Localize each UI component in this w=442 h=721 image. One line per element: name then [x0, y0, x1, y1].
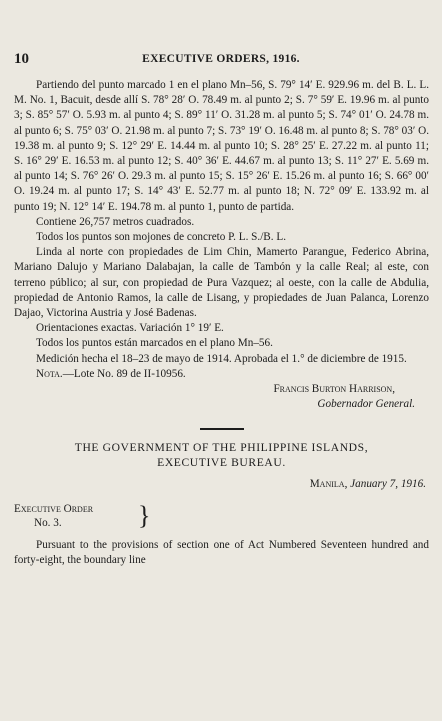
dateline-city: Manila, [309, 478, 348, 491]
dateline-date: January 7, 1916. [350, 478, 426, 491]
signature-title: Gobernador General. [317, 398, 415, 411]
nota-line [14, 367, 429, 382]
page-header [14, 51, 428, 69]
nota-text: —Lote No. 89 de II-10956. [62, 367, 186, 380]
page-body [14, 78, 429, 568]
plan-statement: Todos los puntos están marcados en el plano Mn–56. [36, 337, 273, 350]
boundary-description: Partiendo del punto marcado 1 en el plano Mn–56, S. 79° 14′ E. 929.96 m. del B. L. L. M. No. 1, Bacuit, desde allí S. 78° 28′ O. 78.49 m. al punto 2; S. 7° 59′ E. 19.96 m. al punto 3; S. 85° 57′ O. 5.93 m. al punto 4; S. 89° 11′ O. 31.28 m. al punto 5; S. 74° 01′ O. 24.78 m. al punto 6; S. 75° 03′ O. 21.98 m. al punto 7; S. 73° 19′ O. 16.48 m. al punto 8; S. 78° 03′ O. 19.38 m. al punto 9; S. 12° 29′ E. 14.44 m. al punto 10; S. 28° 25′ E. 27.22 m. al punto 11; S. 16° 29′ E. 16.53 m. al punto 12; S. 40° 36′ E. 44.67 m. al punto 13; S. 11° 27′ E. 5.69 m. al punto 14; S. 76° 26′ O. 29.3 m. al punto 15; S. 15° 26′ E. 15.26 m. al punto 16; S. 66° 00′ O. 19.24 m. al punto 17; S. 14° 43′ E. 52.77 m. al punto 18; N. 72° 09′ E. 133.92 m. al punto 19; N. 12° 14′ E. 194.78 m. al punto 1, punto de partida. [14, 79, 429, 213]
survey-statement: Medición hecha el 18–23 de mayo de 1914. Aprobada el 1.° de diciembre de 1915. [36, 352, 407, 365]
brace-icon: } [138, 500, 151, 530]
dateline [14, 477, 429, 492]
nota-label: Nota. [36, 367, 63, 380]
monuments-statement: Todos los puntos son mojones de concreto P. L. S./B. L. [36, 231, 286, 244]
page-number: 10 [14, 51, 29, 67]
order-designation [14, 502, 429, 534]
order-opening-text: Pursuant to the provisions of section one of Act Numbered Seventeen hundred and forty-eight, the boundary line [14, 538, 429, 566]
area-statement: Contiene 26,757 metros cuadrados. [36, 215, 195, 228]
order-number: No. 3. [34, 516, 62, 529]
running-head: EXECUTIVE ORDERS, 1916. [142, 53, 300, 65]
bearings-statement: Orientaciones exactas. Variación 1° 19′ E. [36, 322, 224, 335]
adjoining-properties: Linda al norte con propiedades de Lim Chin, Mamerto Parangue, Federico Abrina, Mariano Dalujo y Mariano Dalabajan, la calle de Tambón y la calle Real; al este, con terreno público; al sur, con propiedad de Pura Vazquez; al oeste, con la calle de Abdulia, propiedad de Antonio Ramos, la calle de Lisang, y propiedades de Juan Palanca, Lorenzo Dajao, Victorina Austria y José Badenas. [14, 246, 429, 320]
signature-name: Francis Burton Harrison, [273, 383, 395, 396]
bureau-heading: EXECUTIVE BUREAU. [157, 456, 286, 470]
government-heading: THE GOVERNMENT OF THE PHILIPPINE ISLANDS, [74, 441, 369, 455]
order-title: Executive Order [14, 502, 94, 515]
section-divider [200, 428, 244, 430]
